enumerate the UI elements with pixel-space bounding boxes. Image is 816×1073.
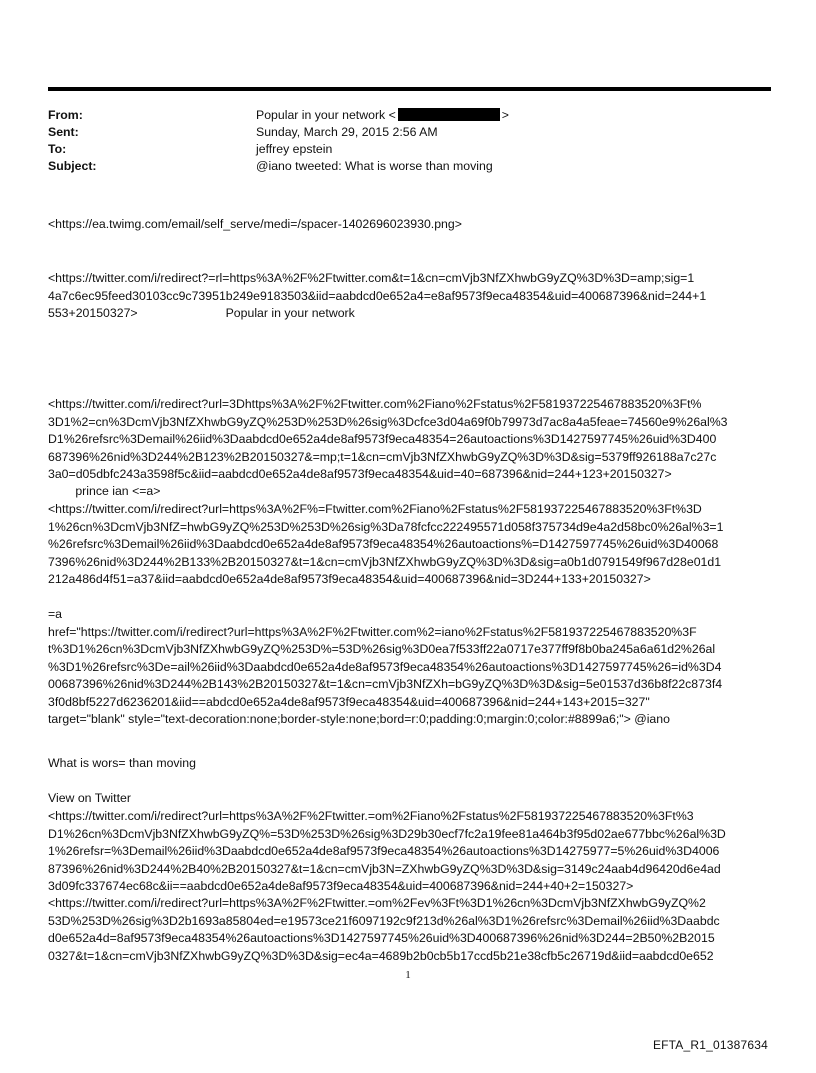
href-markup-block: =a href="https://twitter.com/i/redirect?url=https%3A%2F%2Ftwitter.com%2=iano%2Fstatus%2F581937225467883520%3F t%3D1%26cn%3DcmVjb3NfZXhwbG9yZQ%253D%=53D%26sig%3D0ea7f533ff22a0717e377ff9f8b0ba245a6a61d2%26al %3D1%26refsrc%3De=ail%26iid%3Daabdcd0e652a4de8af9573f9eca48354%26autoactions%3D1427597745%26=id%3D4 00687396%26nid%3D244%2B143%2B20150327&t=1&cn=cmVjb3NfZXh=bG9yZQ%3D%3D&sig=5e01537d36b8f22c873f4 3f0d8bf5227d6236201&iid==abdcd0e652a4de8af9573f9eca48354&uid=400687396&nid=244+143+2015=327" target="blank" style="text-decoration:none;border-style:none;bord=r:0;padding:0;margin:0;color:#8899a6;"> @iano — [48, 607, 723, 726]
bates-number: EFTA_R1_01387634 — [652, 1038, 768, 1052]
subject-label: Subject: — [48, 159, 97, 173]
redirect-link-3: <https://twitter.com/i/redirect?url=https%3A%2F%=Ftwitter.com%2Fiano%2Fstatus%2F581937225467883520%3Ft%3D 1%26cn%3DcmVjb3NfZ=hwbG9yZQ%253D%253D%26sig%3Da78fcfcc222495571d058f375734d9e4a2d58bc0%26al%3=1 %26refsrc%3Demail%26iid%3Daabdcd0e652a4de8af9573f9eca48354%26autoactions%=D1427597745%26uid%3D40068 7396%26nid%3D244%2B133%2B20150327&t=1&cn=cmVjb3NfZXhwbG9yZQ%3D%3D&sig=a0b1d0791549f967d28e01d1 212a486d4f51=a37&iid=aabdcd0e652a4de8af9573f9eca48354&uid=400687396&nid=3D244+133+20150327> — [48, 502, 724, 586]
from-value — [256, 107, 771, 124]
subject-row — [48, 158, 771, 175]
sent-row — [48, 124, 771, 141]
from-label: From: — [48, 108, 83, 122]
redirect-link-1 — [48, 270, 772, 323]
to-row — [48, 141, 771, 158]
from-value-text: Popular in your network < — [256, 108, 396, 122]
from-value-close: > — [501, 108, 509, 122]
to-value: jeffrey epstein — [256, 142, 333, 156]
email-header — [48, 107, 771, 175]
spacer-image-url: <https://ea.twimg.com/email/self_serve/medi=/spacer-1402696023930.png> — [48, 217, 462, 231]
prince-ian-line: prince ian <=a> — [48, 484, 161, 498]
header-rule — [48, 87, 771, 91]
view-on-twitter-url: <https://twitter.com/i/redirect?url=https%3A%2F%2Ftwitter.=om%2Fiano%2Fstatus%2F581937225467883520%3Ft%3 D1%26cn%3DcmVjb3NfZXhwbG9yZQ%=53D%253D%26sig%3D29b30ecf7fc2a19fee81a464b3f95d02ae677bbc%26al%3D 1%26refsr=%3Demail%26iid%3Daabdcd0e652a4de8af9573f9eca48354%26autoactions%3D14275977=5%26uid%3D4006 87396%26nid%3D244%2B40%2B20150327&t=1&cn=cmVjb3N=ZXhwbG9yZQ%3D%3D&sig=3149c24aab4d96420d6e4ad 3d09fc337674ec68c&ii==aabdcd0e652a4de8af9573f9eca48354&uid=400687396&nid=244+40+2=150327> — [48, 809, 726, 893]
redirect-1-line-2: 4a7c6ec95feed30103cc9c73951b249e9183503&iid=aabdcd0e652a4=e8af9573f9eca48354&uid=400687396&nid=244+1 — [48, 288, 707, 303]
redirect-1-line-3-text: 553+20150327> — [48, 306, 138, 320]
popular-in-network-text: Popular in your network — [225, 306, 355, 320]
redirect-link-last: <https://twitter.com/i/redirect?url=https%3A%2F%2Ftwitter.=om%2Fev%3Ft%3D1%26cn%3DcmVjb3NfZXhwbG9yZQ%2 53D%253D%26sig%3D2b1693a85804ed=e19573ce21f6097192c9f213d%26al%3D1%26refsrc%3Demail%26iid%3Daabdc d0e652a4d=8af9573f9eca48354%26autoactions%3D1427597745%26uid%3D400687396%26nid%3D244=2B50%2B2015 0327&t=1&cn=cmVjb3NfZXhwbG9yZQ%3D%3D&sig=ec4a=4689b2b0cb5b17ccd5b21e38cfb5c26719d&iid=aabdcd0e652 — [48, 896, 720, 963]
sent-value: Sunday, March 29, 2015 2:56 AM — [256, 125, 438, 139]
redaction-block — [398, 108, 500, 121]
redirect-1-line-1: <https://twitter.com/i/redirect?=rl=https%3A%2F%2Ftwitter.com&t=1&cn=cmVjb3NfZXhwbG9yZQ%3D%3D=amp;sig=1 — [48, 271, 695, 285]
from-row — [48, 107, 771, 124]
redirect-1-line-3 — [48, 305, 772, 323]
subject-value: @iano tweeted: What is worse than moving — [256, 159, 493, 173]
view-on-twitter-label: View on Twitter — [48, 791, 131, 805]
to-label: To: — [48, 142, 67, 156]
sent-label: Sent: — [48, 125, 79, 139]
page-number: 1 — [405, 969, 411, 981]
tweet-text: What is wors= than moving — [48, 756, 196, 770]
redirect-link-2: <https://twitter.com/i/redirect?url=3Dhttps%3A%2F%2Ftwitter.com%2Fiano%2Fstatus%2F581937225467883520%3Ft% 3D1%2=cn%3DcmVjb3NfZXhwbG9yZQ%253D%253D%26sig%3Dcfce3d04a69f0b79973d7ac8a4a5feae=74560e9%26al%3 D1%26refsrc%3Demail%26iid%3Daabdcd0e652a4de8af9573f9eca48354=26autoactions%3D1427597745%26uid%3D400 687396%26nid%3D244%2B123%2B20150327&=mp;t=1&cn=cmVjb3NfZXhwbG9yZQ%3D%3D&sig=5379ff926188a7c27c 3a0=d05dbfc243a3598f5c&iid=aabdcd0e652a4de8af9573f9eca48354&uid=40=687396&nid=244+123+20150327> — [48, 397, 728, 481]
